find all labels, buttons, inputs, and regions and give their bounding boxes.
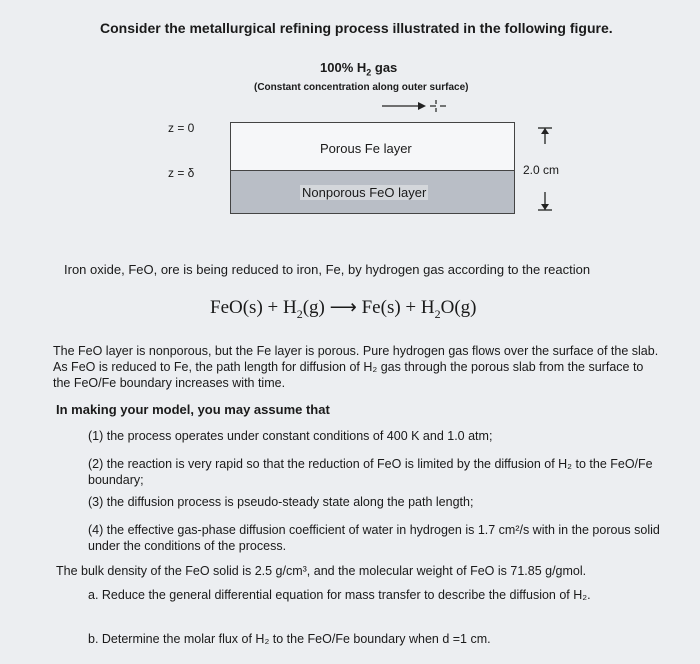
assumption-1: (1) the process operates under constant conditions of 400 K and 1.0 atm; — [88, 429, 493, 443]
slab-diagram — [230, 122, 515, 214]
z-zero-label: z = 0 — [168, 121, 195, 135]
constant-concentration-note: (Constant concentration along outer surface) — [254, 82, 469, 93]
reaction-equation: $FeO(s) + H_2(g)$ ⟶ $Fe(s) + H_2O(g)$ — [210, 297, 477, 321]
reaction-intro: Iron oxide, FeO, ore is being reduced to iron, Fe, by hydrogen gas according to the reaction — [64, 262, 591, 277]
fe-layer-label: Porous Fe layer — [320, 141, 412, 156]
assumption-4: (4) the effective gas-phase diffusion coefficient of water in hydrogen is 1.7 cm²/s with in the porous solid under the conditions of the process. — [88, 523, 660, 553]
question-b: b. Determine the molar flux of H₂ to the FeO/Fe boundary when d =1 cm. — [88, 632, 491, 646]
thickness-label: 2.0 cm — [523, 163, 560, 177]
description-paragraph: The FeO layer is nonporous, but the Fe layer is porous. Pure hydrogen gas flows over the surface of the slab. As FeO is reduced to Fe, the path length for diffusion of H₂ gas through the porous slab from the surface to the FeO/Fe boundary increases with time. — [53, 344, 659, 390]
assumption-2: (2) the reaction is very rapid so that the reduction of FeO is limited by the diffusion of H₂ to the FeO/Fe boundary; — [88, 457, 653, 487]
assumption-3: (3) the diffusion process is pseudo-steady state along the path length; — [88, 495, 474, 509]
z-delta-label: z = δ — [168, 166, 195, 180]
gas-label: 100% $H_2$ gas — [320, 60, 398, 78]
intro-text: Consider the metallurgical refining process illustrated in the following figure. — [100, 20, 613, 36]
flow-arrow-icon — [380, 98, 460, 114]
bulk-density-text: The bulk density of the FeO solid is 2.5 g/cm³, and the molecular weight of FeO is 71.85 g/gmol. — [56, 564, 587, 578]
assumptions-heading: In making your model, you may assume that — [56, 402, 330, 417]
feo-layer-label: Nonporous FeO layer — [302, 185, 427, 200]
question-a: a. Reduce the general differential equation for mass transfer to describe the diffusion of H₂. — [88, 588, 591, 602]
